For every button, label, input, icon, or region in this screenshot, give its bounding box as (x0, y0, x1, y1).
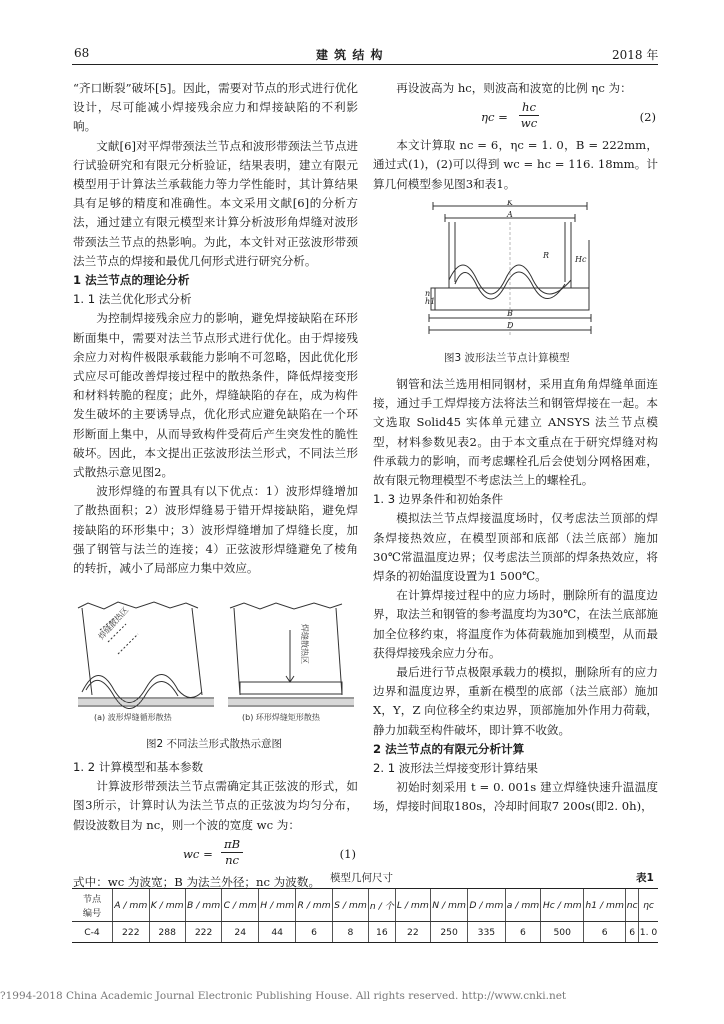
table-header: S / mm (332, 889, 368, 922)
table-cell: 222 (185, 922, 222, 943)
right-para-2: 本文计算取 nc = 6，ηc = 1. 0，B = 222mm，通过式(1)，(2)可以得到 wc = hc = 116. 18mm。计算几何模型参见图3和表1。 (373, 138, 658, 191)
fig3-label-K: K (507, 200, 513, 207)
table-cell: 6 (505, 922, 541, 943)
eq2-numerator: hc (519, 100, 539, 116)
copyright-footer: ?1994-2018 China Academic Journal Electronic Publishing House. All rights reserved. http://www.cnki.net (0, 990, 567, 1002)
table-cell: 24 (222, 922, 259, 943)
table-header: h1 / mm (584, 889, 626, 922)
right-column-lower (373, 375, 658, 817)
table-cell: 288 (149, 922, 185, 943)
table-header: K / mm (149, 889, 185, 922)
table-cell: 1. 0 (639, 922, 658, 943)
figure-2-caption: 图2 不同法兰形式散热示意图 (146, 738, 283, 750)
right-para-4: 模拟法兰节点焊接温度场时，仅考虑法兰顶部的焊条焊接热效应，在模型顶部和底部（法兰底部）施加30℃常温温度边界；仅考虑法兰顶部的焊条热效应，将焊条的初始温度设置为1 500℃。 (373, 511, 658, 584)
eq1-number: (1) (339, 846, 356, 861)
table-header: Hc / mm (541, 889, 584, 922)
fig3-label-A: A (507, 210, 513, 219)
right-para-3: 钢管和法兰选用相同钢材，采用直角角焊缝单面连接，通过手工焊焊接方法将法兰和钢管焊接在一起。本文选取 Solid45 实体单元建立 ANSYS 法兰节点模型，材料参数见表2。由于本文重点在于研究焊缝对构件承载力的影响，而考虑螺栓孔后会使划分网格困难，故有限元物理模型不考虑法兰上的螺栓孔。 (373, 377, 658, 488)
table-cell: 6 (626, 922, 639, 943)
table-header: R / mm (296, 889, 333, 922)
table-cell: 500 (541, 922, 584, 943)
table-header: H / mm (259, 889, 296, 922)
fig2-text-a: 焊缝散热区 (96, 605, 131, 642)
table-header: N / mm (431, 889, 468, 922)
eq1-lhs: wc = (183, 846, 213, 861)
left-column (73, 79, 358, 578)
fig3-label-B: B (507, 309, 513, 318)
table-cell: 222 (113, 922, 150, 943)
fig3-label-R: R (543, 251, 550, 260)
right-column (373, 79, 658, 194)
table-header: a / mm (505, 889, 541, 922)
fig2-label-b: (b) 环形焊缝矩形散热 (242, 713, 320, 722)
figure-3-caption: 图3 波形法兰节点计算模型 (444, 352, 570, 364)
table-col0-line1: 节点 (82, 894, 102, 905)
table-1 (72, 888, 658, 943)
equation-1 (73, 835, 358, 873)
section-1-2-heading: 1. 2 计算模型和基本参数 (73, 760, 204, 774)
fig3-label-n: n (425, 289, 431, 298)
left-para-1: “齐口断裂”破坏[5]。因此，需要对节点的形式进行优化设计，尽可能减小焊接残余应力和焊接缺陷的不利影响。 (73, 81, 358, 134)
eq2-lhs: ηc = (481, 110, 508, 125)
eq1-denominator: nc (225, 852, 240, 867)
table-1-label: 表1 (636, 872, 654, 884)
table-header: n / 个 (368, 889, 395, 922)
figure-3 (425, 200, 595, 342)
table-cell: 8 (332, 922, 368, 943)
section-1-heading: 1 法兰节点的理论分析 (73, 273, 190, 288)
left-column-lower (73, 758, 358, 892)
table-cell: 22 (395, 922, 430, 943)
table-header: ηc (639, 889, 658, 922)
fig2-text-b: 焊缝散热区 (300, 624, 309, 664)
eq2-fraction (519, 100, 539, 131)
section-1-3-heading: 1. 3 边界条件和初始条件 (373, 492, 504, 507)
section-1-1-heading: 1. 1 法兰优化形式分析 (73, 292, 192, 307)
table-header: C / mm (222, 889, 259, 922)
table-header: nc (626, 889, 639, 922)
table-cell: 44 (259, 922, 296, 943)
equation-2 (373, 98, 658, 136)
eq2-number: (2) (639, 110, 656, 125)
year: 2018 年 (612, 48, 659, 62)
right-para-1: 再设波高为 hc，则波高和波宽的比例 ηc 为： (396, 81, 632, 95)
figure-2 (74, 600, 358, 724)
table-header: A / mm (113, 889, 150, 922)
right-para-7: 初始时刻采用 t = 0. 001s 建立焊缝快速升温温度场，焊接时间取180s，冷却时间取7 200s(即2. 0h)， (373, 780, 658, 814)
table-header: L / mm (395, 889, 430, 922)
eq1-numerator: πB (221, 837, 243, 853)
journal-name: 建 筑 结 构 (316, 48, 384, 62)
left-para-6: 式中：wc 为波宽；B 为法兰外径；nc 为波数。 (73, 874, 321, 889)
left-para-4: 波形焊缝的布置具有以下优点：1）波形焊缝增加了散热面积；2）波形焊缝易于错开焊接缺陷，避免焊接缺陷的环形集中；3）波形焊缝增加了焊缝长度，加强了钢管与法兰的连接；4）正弦波形焊缝避免了棱角的转折，减小了局部应力集中效应。 (73, 484, 358, 576)
table-header: B / mm (185, 889, 222, 922)
fig3-label-h1: h1 (425, 297, 436, 306)
page-number: 68 (74, 46, 90, 60)
table-header: D / mm (468, 889, 505, 922)
left-para-5: 计算波形带颈法兰节点需确定其正弦波的形式，如图3所示，计算时认为法兰节点的正弦波为均匀分布，假设波数目为 nc，则一个波的宽度 wc 为： (73, 779, 358, 832)
fig3-label-D: D (507, 321, 514, 330)
left-para-3: 为控制焊接残余应力的影响，避免焊接缺陷在环形断面集中，需要对法兰节点形式进行优化。由于焊接残余应力对构件极限承载能力影响不可忽略，因此优化形式应尽可能改善焊接过程中的散热条件，降低焊接变形和材料转脆的程度；此外，焊缝缺陷的存在，成为构件发生破坏的主要诱导点，优化形式应避免缺陷在一个环形断面上集中，从而导致构件受荷后产生突发性的脆性破坏。因此，本文提出正弦波形法兰形式，不同法兰形式散热示意见图2。 (73, 311, 358, 480)
eq2-denominator: wc (520, 116, 538, 131)
left-para-2: 文献[6]对平焊带颈法兰节点和波形带颈法兰节点进行试验研究和有限元分析验证，结果表明，建立有限元模型用于计算法兰承载能力等力学性能时，其计算结果具有足够的精度和准确性。本文采用文献[6]的分析方法，通过建立有限元模型来计算分析波形角焊缝对波形带颈法兰节点的热影响。为此，本文针对正弦波形带颈法兰节点的焊接和最优几何形式进行研究分析。 (73, 138, 358, 268)
table-1-title: 模型几何尺寸 (330, 872, 393, 884)
table-cell: 6 (296, 922, 333, 943)
header-rule (72, 64, 658, 65)
section-2-heading: 2 法兰节点的有限元分析计算 (373, 741, 525, 756)
eq1-fraction (221, 837, 243, 868)
table-row (72, 922, 658, 943)
table-cell: 6 (584, 922, 626, 943)
table-col0-line2: 编号 (82, 908, 102, 919)
right-para-6: 最后进行节点极限承载力的模拟，删除所有的应力边界和温度边界，重新在模型的底部（法兰底部）施加 X，Y，Z 向位移全约束边界，顶部施加外作用力荷载，静力加载至构件破坏，即计算不收敛。 (373, 665, 658, 737)
fig2-label-a: (a) 波形焊缝循形散热 (94, 713, 172, 722)
fig3-label-Hc: Hc (575, 255, 587, 264)
table-cell: 250 (431, 922, 468, 943)
table-cell: C-4 (84, 926, 100, 938)
right-para-5: 在计算焊接过程中的应力场时，删除所有的温度边界，取法兰和钢管的参考温度均为30℃，在法兰底部施加全位移约束，将温度作为体荷载施加到模型，从而最获得焊接残余应力分布。 (373, 588, 658, 660)
section-2-1-heading: 2. 1 波形法兰焊接变形计算结果 (373, 761, 538, 776)
table-cell: 16 (368, 922, 395, 943)
table-cell: 335 (468, 922, 505, 943)
